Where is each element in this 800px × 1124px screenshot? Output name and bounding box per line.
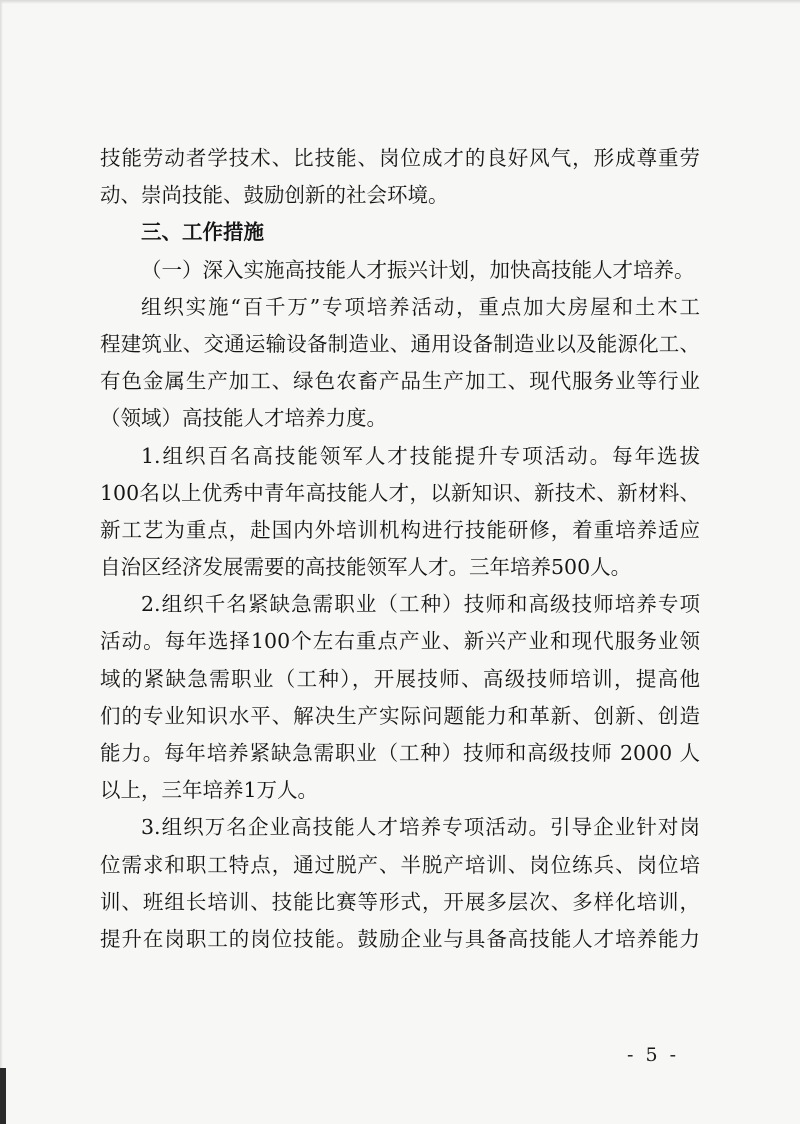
body-line: 动、崇尚技能、鼓励创新的社会环境。 (100, 183, 449, 208)
scan-edge (0, 0, 3, 1124)
body-line: 能力。每年培养紧缺急需职业（工种）技师和高级技师 2000 人 (100, 741, 700, 765)
body-line: 2.组织千名紧缺急需职业（工种）技师和高级技师培养专项 (141, 592, 700, 617)
body-line: 以上，三年培养1万人。 (100, 778, 319, 803)
body-line: 们的专业知识水平、解决生产实际问题能力和革新、创新、创造 (100, 703, 700, 728)
page-number: - 5 - (626, 1044, 679, 1066)
body-line: 100名以上优秀中青年高技能人才，以新知识、新技术、新材料、 (100, 480, 700, 505)
scan-edge (0, 0, 800, 4)
document-body (100, 140, 700, 958)
body-line: 技能劳动者学技术、比技能、岗位成才的良好风气，形成尊重劳 (100, 146, 700, 170)
body-line: 程建筑业、交通运输设备制造业、通用设备制造业以及能源化工、 (100, 331, 700, 356)
body-line: 域的紧缺急需职业（工种），开展技师、高级技师培训，提高他 (100, 666, 700, 691)
body-line: 训、班组长培训、技能比赛等形式，开展多层次、多样化培训， (100, 889, 700, 914)
body-line: 1.组织百名高技能领军人才技能提升专项活动。每年选拔 (141, 443, 700, 468)
body-line: 有色金属生产加工、绿色农畜产品生产加工、现代服务业等行业 (100, 369, 700, 394)
subsection-heading: （一）深入实施高技能人才振兴计划，加快高技能人才培养。 (141, 257, 695, 282)
body-line: 自治区经济发展需要的高技能领军人才。三年培养500人。 (100, 555, 632, 580)
body-line: 提升在岗职工的岗位技能。鼓励企业与具备高技能人才培养能力 (100, 926, 700, 951)
body-line: 3.组织万名企业高技能人才培养专项活动。引导企业针对岗 (141, 815, 700, 840)
scan-mark (0, 1068, 6, 1124)
section-heading: 三、工作措施 (141, 220, 264, 245)
body-line: （领域）高技能人才培养力度。 (100, 406, 387, 431)
body-line: 组织实施“百千万”专项培养活动，重点加大房屋和土木工 (141, 294, 700, 319)
body-line: 活动。每年选择100个左右重点产业、新兴产业和现代服务业领 (100, 629, 700, 654)
body-line: 新工艺为重点，赴国内外培训机构进行技能研修，着重培养适应 (100, 517, 700, 542)
body-line: 位需求和职工特点，通过脱产、半脱产培训、岗位练兵、岗位培 (100, 852, 700, 877)
